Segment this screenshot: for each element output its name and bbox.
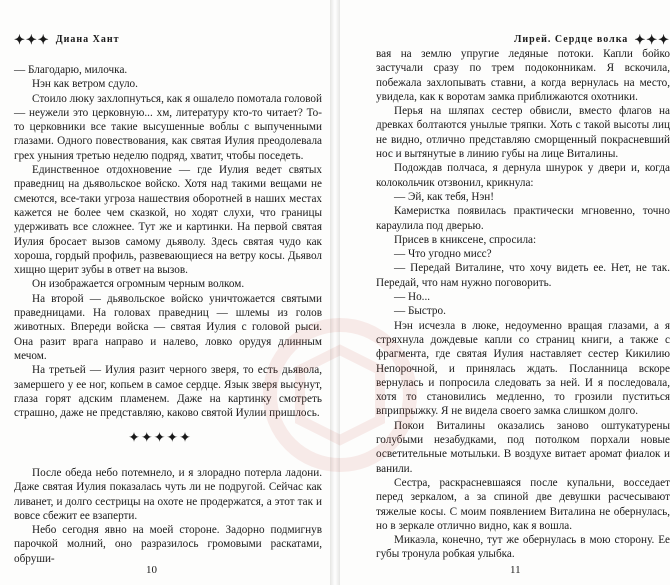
section-break-stars-icon: ✦✦✦✦✦	[128, 431, 192, 446]
left-running-header	[14, 22, 126, 56]
header-stars-icon: ✦✦✦	[14, 31, 50, 47]
paragraph: Он изображается огромным черным волком.	[32, 278, 245, 291]
paragraph: — Эй, как тебя, Нэн!	[394, 190, 495, 203]
header-stars-icon: ✦✦✦	[634, 31, 670, 47]
page-number: 11	[510, 564, 521, 576]
paragraph: Присев в книксене, спросила:	[394, 233, 537, 246]
left-page-body-continued	[14, 466, 322, 566]
left-page	[0, 0, 330, 585]
paragraph: Нэн исчезла в люке, недоуменно вращая глазами, а я стряхнула дождевые капли со страниц книги, а также с фрагмента, где святая Иулия наставляет сестер Кикилию Непорочной, и принялась ждать. Посланница вскоре вернулась и попросила следовать за ней. И я последовала, хотя то становились медленно, то грозили пуститься вприпрыжку. Я не видела своего замка слишком долго.	[376, 319, 670, 418]
paragraph: Сестра, раскрасневшаяся после купальни, восседает перед зеркалом, а за спиной две девушки расчесывают тяжелые косы. С моим появлением Виталина не обернулась, но в зеркале отлично видно, как я вошла.	[376, 476, 670, 532]
book-gutter	[330, 0, 340, 585]
paragraph: Покои Виталины оказались заново оштукатурены голубыми незабудками, под потолком порхали новые осветительные мотыльки. В воздухе витает аромат фиалок и ванили.	[376, 419, 670, 475]
paragraph: — Что угодно мисс?	[394, 248, 492, 261]
paragraph: Микаэла, конечно, тут же обернулась в мою сторону. Ее губы тронула робкая улыбка.	[376, 534, 670, 561]
author-name: Диана Хант	[55, 33, 120, 45]
paragraph: После обеда небо потемнело, и я злорадно потерла ладони. Даже святая Иулия показалась чуть ли не подругой. Сейчас как ливанет, и долго сестрицы на охоте не продержатся, а этот так и вовсе сбежит ее взаперти.	[14, 467, 322, 522]
running-title: Лирей. Сердце волка	[513, 33, 629, 45]
paragraph: Нэн как ветром сдуло.	[32, 78, 138, 91]
paragraph: Подождав полчаса, я дернула шнурок у двери и, когда колокольчик отзвонил, крикнула:	[376, 162, 670, 189]
right-page-body	[376, 47, 670, 562]
paragraph: — Передай Виталине, что хочу видеть ее. Нет, не так. Передай, что нам нужно поговорить.	[376, 262, 670, 289]
paragraph: вая на землю упругие ледяные потоки. Капли бойко застучали сразу по трем подоконникам. Я вскочила, побежала захлопывать ставни, а когда вернулась на место, увидела, как к воротам замка приближаются охотники.	[376, 48, 670, 103]
paragraph: На второй — дьявольское войско уничтожается святыми праведницами. На головах праведниц — шлемы из голов животных. Впереди войска — святая Иулия с головой рыси. Она разит врага направо и налево, ловко орудуя длинным мечом.	[14, 292, 322, 362]
paragraph: Камеристка появилась практически мгновенно, точно караулила под дверью.	[376, 205, 670, 232]
paragraph: — Быстро.	[394, 305, 446, 318]
paragraph: Единственное отдохновение — где Иулия ведет святых праведниц на дьявольское войско. Хотя над такими вещами не смеются, все-таки угроза нашествия оборотней в наших местах кажется не более чем сказкой, но ходят слухи, что границы удерживать все сложнее. Тут же и картинки. На первой святая Иулия бросает вызов самому дьяволу. Здесь святая чудо как хороша, гордый профиль, развевающиеся на ветру косы. Дьявол хищно щерит зубы в ответ на вызов.	[14, 164, 322, 277]
paragraph: На третьей — Иулия разит черного зверя, то есть дьявола, замершего у ее ног, копьем в самое сердце. Язык зверя высунут, глаза горят адским пламенем. Даже на картинку смотреть страшно, даже не представляю, каково святой Иулии пришлось.	[14, 364, 322, 420]
paragraph: Небо сегодня явно на моей стороне. Задорно подмигнув парочкой молний, оно разразилось громовыми раскатами, обруши-	[14, 524, 322, 565]
paragraph: Стоило люку захлопнуться, как я ошалело помотала головой — неужели это церковную... хм, литературу кто-то читает? То-то церковники все такие высушенные воблы с выпученными глазами. Одного повествования, как святая Иулия преодолевала грех уныния третью неделю подряд, хватит, чтобы поседеть.	[14, 92, 322, 162]
paragraph: — Но...	[394, 291, 431, 304]
page-number: 10	[146, 564, 157, 576]
right-page	[340, 0, 670, 585]
paragraph: — Благодарю, милочка.	[14, 64, 128, 76]
paragraph: Перья на шляпах сестер обвисли, вместо флагов на древках болтаются унылые тряпки. Хоть с такой высоты лиц не видно, отлично представляю сморщенный покрасневший нос и вытянутые в линию губы на лице Виталины.	[376, 105, 670, 161]
left-page-body	[14, 63, 322, 420]
